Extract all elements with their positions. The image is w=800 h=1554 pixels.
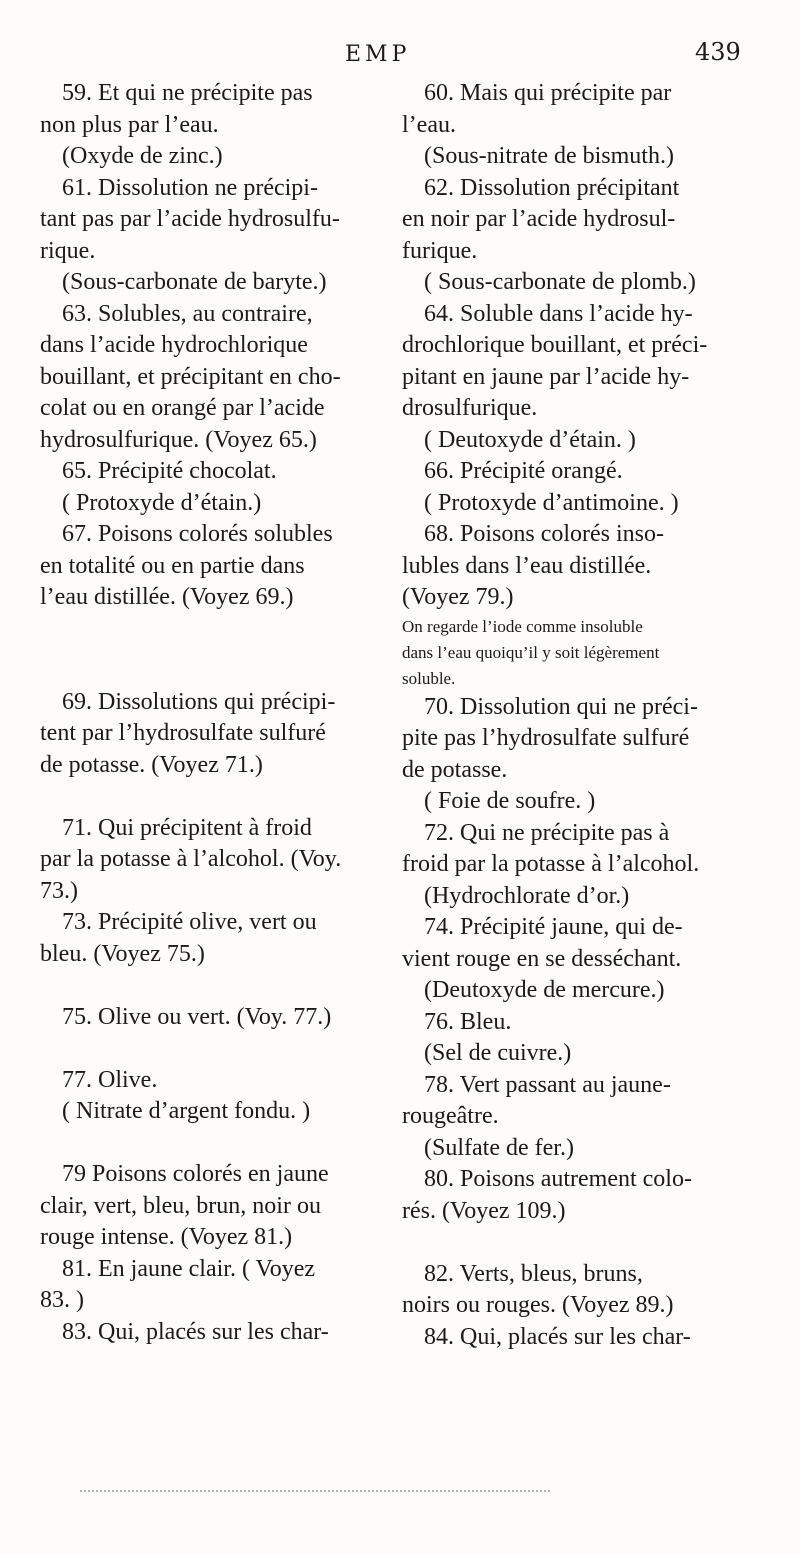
text-line: 61. Dissolution ne précipi- (62, 174, 318, 201)
text-line: (Hydrochlorate d’or.) (424, 882, 630, 909)
text-line: de potasse. (Voyez 71.) (40, 751, 263, 778)
text-line: l’eau distillée. (Voyez 69.) (40, 584, 294, 610)
text-line: hydrosulfurique. (Voyez 65.) (40, 426, 317, 453)
text-line: rougeâtre. (402, 1103, 499, 1129)
text-line: ( Sous-carbonate de plomb.) (424, 269, 696, 295)
footnote-line: soluble. (402, 668, 456, 688)
text-line: 74. Précipité jaune, qui de- (424, 914, 683, 940)
footnote-line: On regarde l’iode comme insoluble (402, 616, 643, 636)
text-line: 63. Solubles, au contraire, (62, 300, 313, 327)
text-line: (Sel de cuivre.) (424, 1040, 572, 1066)
text-line: 67. Poisons colorés solubles (62, 521, 333, 547)
text-line: l’eau. (402, 111, 456, 138)
left-column (40, 78, 390, 1348)
text-line: 72. Qui ne précipite pas à (424, 819, 670, 846)
text-line: drosulfurique. (402, 395, 538, 421)
text-line: de potasse. (402, 756, 508, 783)
text-line: 81. En jaune clair. ( Voyez (62, 1255, 316, 1282)
text-line: clair, vert, bleu, brun, noir ou (40, 1192, 321, 1219)
text-line: pitant en jaune par l’acide hy- (402, 363, 690, 390)
text-line: ( Deutoxyde d’étain. ) (424, 426, 636, 453)
text-line: vient rouge en se desséchant. (402, 945, 682, 972)
text-line: bouillant, et précipitant en cho- (40, 363, 341, 390)
running-head: EMP (345, 42, 411, 67)
text-line: lubles dans l’eau distillée. (402, 552, 652, 579)
text-line: 73.) (40, 877, 78, 904)
text-line: 78. Vert passant au jaune- (424, 1071, 671, 1098)
text-line: rouge intense. (Voyez 81.) (40, 1224, 293, 1250)
text-line: 76. Bleu. (424, 1008, 512, 1035)
text-line: (Sous-nitrate de bismuth.) (424, 143, 674, 169)
text-line: (Deutoxyde de mercure.) (424, 977, 665, 1003)
text-line: drochlorique bouillant, et préci- (402, 332, 708, 358)
text-line: (Oxyde de zinc.) (62, 143, 223, 169)
text-line: non plus par l’eau. (40, 111, 219, 138)
text-line: rés. (Voyez 109.) (402, 1197, 566, 1224)
text-line: 66. Précipité orangé. (424, 458, 623, 484)
text-line: 82. Verts, bleus, bruns, (424, 1260, 643, 1287)
text-line: 75. Olive ou vert. (Voy. 77.) (62, 1003, 332, 1030)
text-line: 60. Mais qui précipite par (424, 80, 672, 106)
text-line: 65. Précipité chocolat. (62, 458, 277, 484)
text-line: 62. Dissolution précipitant (424, 174, 680, 201)
text-line: tent par l’hydrosulfate sulfuré (40, 720, 326, 746)
text-line: (Sous-carbonate de baryte.) (62, 269, 327, 295)
page-header (0, 38, 800, 78)
text-line: 71. Qui précipitent à froid (62, 814, 312, 841)
text-line: 68. Poisons colorés inso- (424, 521, 664, 547)
text-line: 73. Précipité olive, vert ou (62, 909, 317, 935)
bleed-through-rule (80, 1490, 550, 1496)
page-number: 439 (695, 38, 741, 66)
text-line: 84. Qui, placés sur les char- (424, 1323, 691, 1350)
text-line: froid par la potasse à l’alcohol. (402, 851, 700, 877)
text-line: (Voyez 79.) (402, 584, 514, 610)
text-line: 83. Qui, placés sur les char- (62, 1318, 329, 1345)
text-line: par la potasse à l’alcohol. (Voy. (40, 846, 342, 872)
text-line: 83. ) (40, 1287, 84, 1313)
text-line: 59. Et qui ne précipite pas (62, 80, 313, 106)
text-line: ( Protoxyde d’étain.) (62, 489, 262, 516)
text-line: ( Foie de soufre. ) (424, 788, 596, 814)
text-line: en totalité ou en partie dans (40, 552, 305, 579)
text-line: ( Nitrate d’argent fondu. ) (62, 1098, 311, 1124)
text-line: 64. Soluble dans l’acide hy- (424, 300, 693, 327)
text-line: rique. (40, 237, 96, 264)
right-column (402, 78, 758, 1353)
text-line: 70. Dissolution qui ne préci- (424, 693, 698, 720)
text-line: 77. Olive. (62, 1066, 158, 1093)
text-line: 69. Dissolutions qui précipi- (62, 688, 336, 715)
text-line: ( Protoxyde d’antimoine. ) (424, 489, 679, 516)
text-line: en noir par l’acide hydrosul- (402, 206, 676, 232)
text-line: noirs ou rouges. (Voyez 89.) (402, 1292, 674, 1318)
footnote-line: dans l’eau quoiqu’il y soit légèrement (402, 642, 660, 662)
text-line: colat ou en orangé par l’acide (40, 395, 325, 421)
text-line: 80. Poisons autrement colo- (424, 1166, 692, 1192)
text-line: dans l’acide hydrochlorique (40, 332, 308, 358)
text-line: (Sulfate de fer.) (424, 1134, 574, 1161)
text-line: pite pas l’hydrosulfate sulfuré (402, 725, 690, 751)
text-line: bleu. (Voyez 75.) (40, 940, 205, 967)
text-line: furique. (402, 237, 478, 264)
text-line: 79 Poisons colorés en jaune (62, 1161, 329, 1187)
text-line: tant pas par l’acide hydrosulfu- (40, 206, 340, 232)
